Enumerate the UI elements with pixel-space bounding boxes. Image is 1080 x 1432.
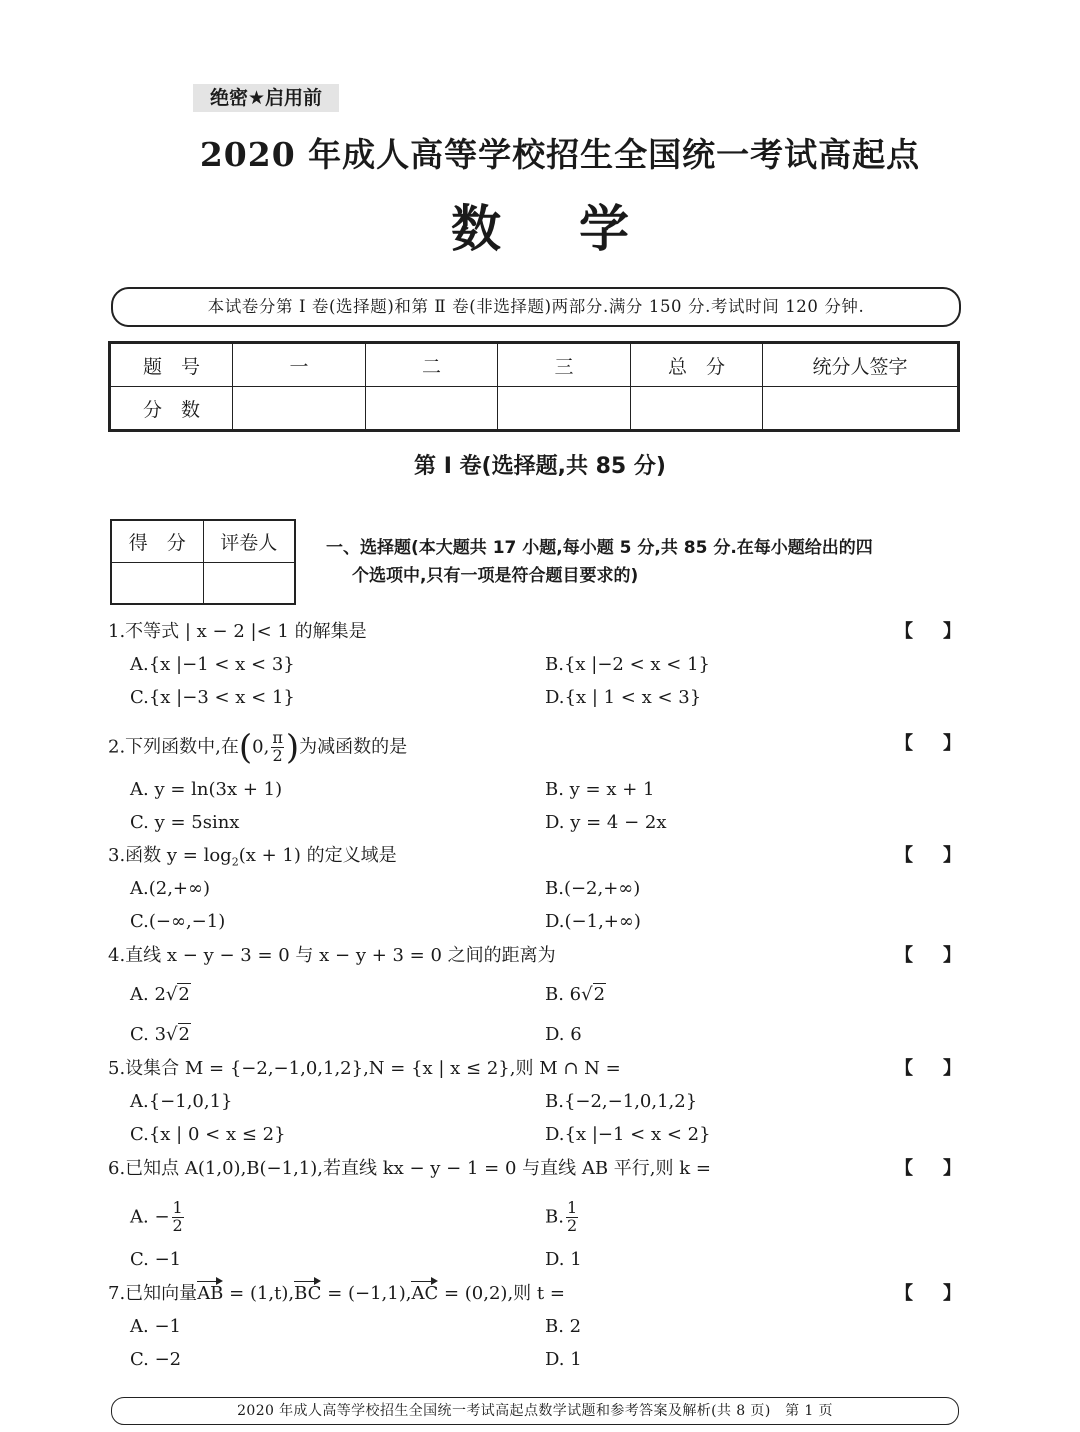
option-a: A. y = ln(3x + 1) [130,779,283,800]
page-footer: 2020 年成人高等学校招生全国统一考试高起点数学试题和参考答案及解析(共 8 页) 第 1 页 [111,1397,959,1425]
bracket-close: 】 [943,733,961,754]
numerator: 1 [172,1198,183,1217]
fraction [172,1200,184,1235]
option-c: C. −2 [130,1349,182,1370]
option-a: A.(2,+∞) [130,878,211,899]
volume-title: 第 Ⅰ 卷(选择题,共 85 分) [414,454,666,479]
option-b: B.{x |−2 < x < 1} [545,654,710,675]
denominator: 2 [172,1215,183,1235]
option-c: C.{x | 0 < x ≤ 2} [130,1124,286,1145]
bracket-close: 】 [943,945,961,966]
bracket-open: 【 [895,621,913,642]
score-table [108,341,960,432]
score-table-cell: 总 分 [631,343,763,387]
stem-text: 3.函数 y = log [108,845,232,866]
stem-text: (x + 1) 的定义域是 [238,845,397,866]
score-table-cell: 二 [366,343,498,387]
option-d: D.{x | 1 < x < 3} [545,687,702,708]
grader-score-cell[interactable] [111,562,203,604]
grader-name-cell[interactable] [203,562,295,604]
bracket-open: 【 [895,1283,913,1304]
option-d: D. y = 4 − 2x [545,812,667,833]
question-7-stem [108,1280,565,1308]
stem-text: 为减函数的是 [299,736,408,758]
paren-open-icon: ( [238,727,253,768]
option-d: D. 1 [545,1249,582,1270]
option-d: D. 6 [545,1024,582,1045]
question-5-stem: 5.设集合 M = {−2,−1,0,1,2},N = {x | x ≤ 2},则 M ∩ N = [108,1058,621,1079]
section-line: 一、选择题(本大题共 17 小题,每小题 5 分,共 85 分.在每小题给出的四 [326,538,873,558]
option-text: B. [545,1206,564,1228]
radicand: 2 [593,984,606,1005]
numerator: 1 [566,1198,578,1217]
log-base: 2 [231,855,239,869]
subject-title: 数学 [451,200,707,258]
answer-bracket[interactable] [895,842,961,870]
stem-text: 7.已知向量 [108,1283,198,1304]
bracket-close: 】 [943,1058,961,1079]
section-instructions [326,534,966,590]
answer-bracket[interactable] [895,942,961,970]
interval-left: 0, [252,736,270,758]
bracket-open: 【 [895,1158,913,1179]
option-d: D.(−1,+∞) [545,911,641,932]
question-1-stem: 1.不等式 | x − 2 |< 1 的解集是 [108,621,367,642]
answer-bracket[interactable] [895,1280,961,1308]
option-a [130,1200,186,1235]
option-d: D.{x |−1 < x < 2} [545,1124,711,1145]
answer-bracket[interactable] [895,1055,961,1083]
score-input-cell[interactable] [498,387,631,431]
bracket-close: 】 [943,1158,961,1179]
confidential-label: 绝密★启用前 [193,84,339,112]
radicand: 2 [178,1024,190,1045]
exam-info-box: 本试卷分第 Ⅰ 卷(选择题)和第 Ⅱ 卷(非选择题)两部分.满分 150 分.考试时间 120 分钟. [111,287,961,327]
section-line: 个选项中,只有一项是符合题目要求的) [352,566,639,586]
score-row-label: 分 数 [110,387,233,431]
option-text: B. 6 [545,984,582,1005]
stem-text: = (−1,1), [321,1283,412,1304]
score-table-score-row [110,387,959,431]
signature-cell[interactable] [763,387,959,431]
vector-ab: AB [197,1280,223,1308]
bracket-close: 】 [943,1283,961,1304]
answer-bracket[interactable] [895,730,961,758]
option-c: C. y = 5sinx [130,812,240,833]
option-a: A. −1 [130,1316,181,1337]
paren-close-icon: ) [285,727,300,768]
answer-bracket[interactable] [895,618,961,646]
option-b: B. 6√2 [545,984,606,1005]
option-d: D. 1 [545,1349,582,1370]
option-c: C.{x |−3 < x < 1} [130,687,295,708]
bracket-open: 【 [895,733,913,754]
option-b: B. y = x + 1 [545,779,655,800]
vector-ac: AC [411,1280,438,1308]
bracket-open: 【 [895,845,913,866]
bracket-open: 【 [895,945,913,966]
question-4-stem: 4.直线 x − y − 3 = 0 与 x − y + 3 = 0 之间的距离为 [108,945,556,966]
score-table-cell: 一 [233,343,366,387]
score-table-cell: 三 [498,343,631,387]
option-b [545,1200,580,1235]
option-text: A. − [130,1206,170,1228]
score-table-cell: 题 号 [110,343,233,387]
grader-score-label: 得 分 [111,520,203,562]
option-c: C. −1 [130,1249,182,1270]
option-b: B.(−2,+∞) [545,878,641,899]
option-c: C. 3√2 [130,1024,190,1045]
score-input-cell[interactable] [631,387,763,431]
stem-text: 2.下列函数中,在 [108,736,239,758]
grader-name-label: 评卷人 [203,520,295,562]
denominator: 2 [566,1215,578,1235]
option-c: C.(−∞,−1) [130,911,226,932]
radicand: 2 [178,984,190,1005]
option-b: B.{−2,−1,0,1,2} [545,1091,698,1112]
question-6-stem: 6.已知点 A(1,0),B(−1,1),若直线 kx − y − 1 = 0 与直线 AB 平行,则 k = [108,1158,711,1179]
exam-title: 2020 年成人高等学校招生全国统一考试高起点 [199,135,921,174]
option-a: A.{x |−1 < x < 3} [130,654,295,675]
bracket-open: 【 [895,1058,913,1079]
stem-text: = (1,t), [223,1283,295,1304]
fraction [271,730,284,765]
option-text: C. 3 [130,1024,167,1045]
denominator: 2 [272,745,283,765]
score-input-cell[interactable] [233,387,366,431]
grader-table [110,519,296,605]
vector-bc: BC [294,1280,321,1308]
score-table-header-row [110,343,959,387]
option-a: A. 2√2 [130,984,190,1005]
numerator: π [272,728,283,747]
bracket-close: 】 [943,845,961,866]
answer-bracket[interactable] [895,1155,961,1183]
score-table-cell: 统分人签字 [763,343,959,387]
option-b: B. 2 [545,1316,582,1337]
option-a: A.{−1,0,1} [130,1091,233,1112]
bracket-close: 】 [943,621,961,642]
question-3-stem [108,842,397,877]
stem-text: = (0,2),则 t = [438,1283,565,1304]
option-text: A. 2 [130,984,166,1005]
fraction [566,1200,578,1235]
question-2-stem [108,727,408,768]
score-input-cell[interactable] [366,387,498,431]
